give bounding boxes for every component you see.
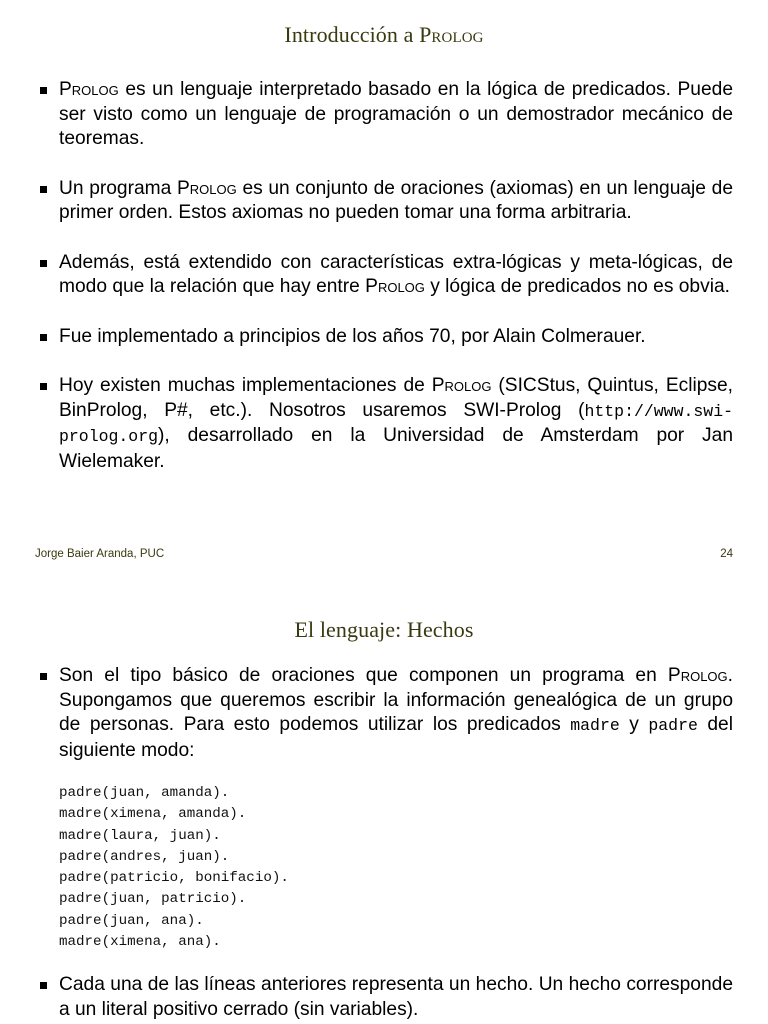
footer-author: Jorge Baier Aranda, PUC: [35, 548, 165, 560]
code-line: padre(juan, ana).: [59, 912, 204, 929]
bullet-item: [36, 664, 733, 763]
code-line: padre(juan, amanda).: [59, 785, 230, 801]
slide-title: [0, 22, 768, 48]
bullet-text: es un lenguaje interpretado basado en la lógica de predicados. Puede ser visto como un lenguaje de programación o un demostrador mecánico de teoremas.: [59, 79, 733, 149]
bullet-list: [36, 78, 733, 474]
page-number: 24: [720, 548, 733, 560]
code-block: [59, 783, 289, 953]
code-madre: madre: [570, 716, 620, 735]
bullet-text: y lógica de predicados no es obvia.: [424, 276, 730, 297]
slide-hechos: [0, 585, 768, 1024]
bullet-text: . Supongamos que queremos escribir la información genealógica de un grupo de personas. Para esto podemos utilizar los predicados: [59, 665, 733, 735]
prolog-name: Prolog: [365, 276, 425, 297]
bullet-text: Hoy existen muchas implementaciones de: [59, 375, 432, 396]
title-prolog: Prolog: [419, 22, 484, 47]
bullet-item: [36, 78, 733, 152]
bullet-text: del siguiente modo:: [59, 714, 733, 761]
code-line: padre(patricio, bonifacio).: [59, 870, 289, 887]
code-line: madre(laura, juan).: [59, 827, 221, 844]
swi-prolog-url: http://www.swi-prolog.org: [59, 401, 733, 446]
bullet-list: [36, 973, 733, 1022]
bullet-text: ), desarrollado en la Universidad de Amsterdam por Jan Wielemaker.: [59, 425, 733, 472]
bullet-text: Además, está extendido con características extra-lógicas y meta-lógicas, de modo que la relación que hay entre: [59, 251, 733, 297]
code-line: padre(juan, patricio).: [59, 891, 247, 908]
code-padre: padre: [648, 716, 698, 735]
bullet-item: [36, 251, 733, 300]
bullet-text: Fue implementado a principios de los años 70, por Alain Colmerauer.: [59, 325, 646, 347]
bullet-text: Un programa: [59, 177, 177, 199]
code-line: padre(andres, juan).: [59, 848, 230, 865]
bullet-item: [36, 973, 733, 1022]
bullet-item: [36, 325, 733, 350]
code-line: madre(ximena, amanda).: [59, 806, 247, 823]
bullet-list: [36, 664, 733, 763]
bullet-item: [36, 177, 733, 226]
code-line: madre(ximena, ana).: [59, 934, 221, 951]
bullet-text: y: [619, 714, 649, 735]
bullet-item: [36, 374, 733, 474]
bullet-text: Son el tipo básico de oraciones que componen un programa en: [59, 665, 668, 686]
slide-title: El lenguaje: Hechos: [294, 617, 474, 642]
prolog-name: Prolog: [667, 665, 728, 686]
prolog-name: Prolog: [59, 79, 119, 100]
bullet-text: es un conjunto de oraciones (axiomas) en un lenguaje de primer orden. Estos axiomas no pueden tomar una forma arbitraria.: [59, 177, 733, 223]
prolog-name: Prolog: [177, 177, 237, 199]
bullet-text: (SICStus, Quintus, Eclipse, BinProlog, P#, etc.). Nosotros usaremos SWI-Prolog (: [59, 375, 733, 421]
title-text: Introducción a: [284, 22, 420, 47]
prolog-name: Prolog: [431, 375, 492, 396]
bullet-text: Cada una de las líneas anteriores representa un hecho. Un hecho corresponde a un literal positivo cerrado (sin variables).: [59, 974, 733, 1020]
